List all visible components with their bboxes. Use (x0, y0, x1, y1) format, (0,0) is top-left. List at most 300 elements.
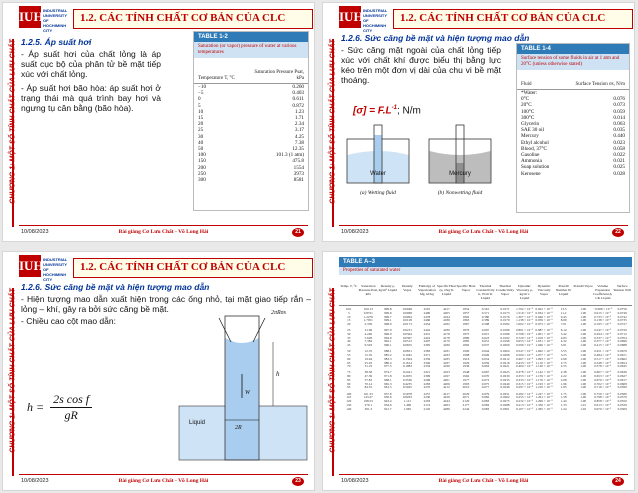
table-cell: 1.002 × 10⁻³ (516, 322, 534, 326)
table-cell: 5 (347, 310, 350, 315)
table-cell: 3.91 (560, 343, 567, 348)
table-cell: 1.33 (560, 402, 567, 407)
table-cell: 9.593 (364, 343, 372, 348)
column-header: Dynamic Viscosity μ, kg/m·s Liquid (516, 284, 533, 300)
table-cell: 980.4 (384, 360, 392, 365)
table-caption: Surface tension of some fluids in air at 1 atm and 20°C (unless otherwise stated) (517, 54, 629, 70)
table-cell: 100°C (521, 108, 535, 115)
table-cell: 1.00 (580, 349, 587, 354)
table-cell: 0.702 × 10⁻³ (594, 381, 612, 386)
table-cell: 0.1304 (402, 356, 412, 361)
table-cell: 4178 (443, 331, 450, 336)
university-logo (339, 6, 389, 33)
table-cell: 4263 (443, 402, 450, 407)
table-cell: 0.0196 (500, 339, 510, 344)
table-cell: 0.0182 (500, 322, 510, 326)
table-cell: 0.653 × 10⁻³ (516, 339, 534, 344)
table-cell: 1.7051 (363, 318, 373, 323)
diameter-label: 2R (235, 425, 242, 431)
table-cell: 1.110 × 10⁻⁵ (535, 360, 553, 365)
table-body (517, 90, 629, 177)
liquid-label: Liquid (189, 420, 206, 426)
table-cell: 8.09 (560, 318, 567, 323)
table-cell: 1554 (293, 164, 304, 171)
table-cell: 0.679 (481, 391, 490, 396)
table-cell: 985.2 (384, 353, 392, 358)
table-cell: 0.440 (613, 133, 625, 140)
table-cell: 0.720 × 10⁻³ (516, 335, 534, 340)
table-cell: 1.121 (403, 399, 412, 404)
table-cell: 2145 (423, 406, 431, 411)
table-cell: 1.00 (580, 318, 587, 323)
table-cell: 950.6 (384, 395, 392, 400)
table-cell: 0.858 × 10⁻³ (594, 399, 612, 404)
table-cell: 0.970 × 10⁻³ (594, 406, 612, 411)
section-heading: 1.2.6. Sức căng bề mặt và hiện tượng mao dẫn (21, 282, 210, 292)
table-cell: 2029 (462, 391, 470, 396)
table-cell: 250 (198, 170, 206, 177)
table-cell: 300°C (521, 114, 535, 121)
paragraph: - Sức căng mặt ngoài của chất lỏng tiếp xúc với chất khí được biểu thị bằng lực kéo trên một đơn vị dài của chu vi bề mặt thoáng. (341, 45, 501, 85)
table-row (339, 344, 632, 348)
column-header: Prandtl Vapor (573, 284, 593, 288)
table-cell: 1.307 × 10⁻³ (516, 314, 534, 319)
footer-course: Bài giảng Cơ Lưu Chất - Võ Long Hải (118, 229, 209, 235)
table-cell: 110 (346, 395, 352, 400)
table-cell: 0.548 × 10⁻³ (594, 360, 612, 365)
column-header: Density ρ, kg/m³ Liquid (378, 284, 398, 292)
table-cell: 7.384 (364, 339, 372, 344)
table-cell: 200 (198, 164, 206, 171)
table-cell: Ammonia (521, 158, 542, 165)
table-cell: 1.2276 (363, 314, 373, 319)
table-title: TABLE A–3 (339, 257, 632, 267)
slide-23 (2, 251, 315, 491)
table-cell: 0.637 (481, 343, 490, 348)
table-cell: 2174 (423, 402, 431, 407)
table-cell: 0.484 × 10⁻³ (594, 353, 612, 358)
table-cell: 140 (346, 406, 352, 411)
table-cell: 0.0550 (617, 399, 627, 404)
wetting-caption: (a) Wetting fluid (360, 190, 396, 196)
table-cell: 0.644 (481, 349, 490, 354)
table-cell: 1880 (462, 335, 470, 340)
slide-24 (322, 251, 635, 491)
chapter-label: CHƯƠNG 1: MỘT SỐ TÍNH CHẤT CỦA LƯU CHẤT (9, 288, 17, 453)
side-bar (3, 252, 17, 491)
column-header: Temp. T, °C (340, 284, 358, 288)
section-heading: 1.2.5. Áp suất hơi (21, 37, 92, 47)
table-cell: 1.00 (580, 374, 587, 379)
table-cell: 2120 (462, 399, 470, 404)
table-cell: 2.55 (560, 364, 567, 369)
table-cell: 0.0225 (500, 370, 510, 375)
side-bar (3, 3, 17, 242)
table-cell: 965.3 (384, 381, 392, 386)
table-cell: 921.7 (384, 406, 392, 411)
footer-course: Bài giảng Cơ Lưu Chất - Võ Long Hải (118, 478, 209, 484)
table-cell: 1.176 × 10⁻⁵ (535, 377, 553, 382)
table-cell: 0.504 × 10⁻³ (516, 353, 534, 358)
table-cell: 0.022 (613, 152, 625, 159)
table-cell: 0.378 × 10⁻³ (516, 370, 534, 375)
table-cell: 1862 (462, 314, 470, 319)
table-cell: 0.0235 (500, 377, 510, 382)
table-cell: 0.607 × 10⁻³ (594, 370, 612, 375)
table-cell: 0.035 (613, 127, 625, 134)
table-cell: 0.4235 (402, 381, 412, 386)
table-cell: 2359 (423, 356, 431, 361)
table-cell: 1.365 × 10⁻⁵ (535, 406, 553, 411)
table-cell: 101.3 (1 atm) (275, 152, 304, 159)
footer-course: Bài giảng Cơ Lưu Chất - Võ Long Hải (438, 478, 529, 484)
table-cell: 1.75 (560, 391, 567, 396)
table-row (339, 386, 632, 390)
table-cell: 1.24 (560, 406, 567, 411)
table-cell: 361.3 (364, 406, 372, 411)
slide-footer (19, 225, 308, 237)
table-cell: 0.667 (481, 370, 490, 375)
table-cell: 1.00 (580, 364, 587, 369)
table-cell: 15.76 (364, 353, 372, 358)
table-cell: 0.872 (292, 102, 304, 109)
table-cell: 0.337 × 10⁻³ (594, 335, 612, 340)
table-cell: 4193 (443, 370, 450, 375)
table-cell: 1.00 (580, 314, 587, 319)
table-cell: 0.0171 (500, 307, 510, 311)
table-cell: 0.0570 (617, 395, 627, 400)
table-cell: 31.19 (364, 364, 372, 369)
table-cell: 0.684 (481, 402, 490, 407)
table-cell: 0.733 × 10⁻³ (594, 314, 612, 319)
table-cell: 0.2421 (402, 370, 412, 375)
table-cell: 150 (198, 158, 206, 165)
table-header: Fluid Surface Tension σs, N/m (517, 70, 629, 90)
table-cell: 0.0742 (617, 314, 627, 319)
table-cell: 0.0186 (500, 328, 510, 333)
table-cell: 0.232 × 10⁻³ (516, 399, 534, 404)
table-cell: 100 (198, 152, 206, 159)
table-cell: 0.076 (613, 96, 625, 103)
table-cell: 0.014 (613, 114, 625, 121)
table-cell: 0.415 × 10⁻³ (594, 343, 612, 348)
table-cell: 25 (198, 127, 204, 134)
table-cell: 0.028 (613, 170, 625, 177)
table-cell: 0.891 × 10⁻³ (516, 328, 534, 333)
table-cell: 996.0 (384, 331, 392, 336)
table-cell: 2244 (462, 406, 470, 411)
table-cell: 12.35 (364, 349, 372, 354)
table-cell: 6.14 (560, 328, 567, 333)
table-cell: 1875 (462, 331, 470, 336)
table-cell: 2309 (423, 374, 431, 379)
table-cell: 4201 (443, 377, 450, 382)
slide-body (341, 33, 631, 43)
table-cell: 0.675 (481, 381, 490, 386)
table-cell: 4.32 (560, 339, 567, 344)
table-cell: *Water: (521, 90, 538, 96)
table-cell: 0.0068 (402, 310, 412, 315)
table-cell: 20 (198, 121, 204, 128)
table-cell: 1.001 × 10⁻⁵ (535, 331, 553, 336)
table-cell: 0.247 × 10⁻³ (594, 328, 612, 333)
table-cell: 0.0756 (617, 307, 627, 311)
table-cell: 4180 (443, 343, 450, 348)
table-cell: 100 (346, 391, 352, 396)
table-cell: 1977 (462, 377, 470, 382)
table-cell: 0.0662 (617, 356, 627, 361)
column-header: Thermal Conductivity Vapor (495, 284, 515, 296)
table-cell: 5.42 (560, 331, 567, 336)
table-cell: 4.83 (560, 335, 567, 340)
table-cell: 1.138 × 10⁻³ (516, 318, 534, 323)
slide-title: 1.2. CÁC TÍNH CHẤT CƠ BẢN CỦA CLC (73, 258, 313, 278)
table-cell: 0.0200 (500, 343, 510, 348)
slide-22 (322, 2, 635, 242)
table-cell: 1936 (462, 364, 470, 369)
table-cell: 10 (198, 108, 204, 115)
logo-caption: INDUSTRIAL UNIVERSITY OF HOCHIMINH CITY (43, 8, 68, 33)
table-cell: 0.0240 (500, 381, 510, 386)
table-cell: 60 (347, 356, 351, 361)
table-cell: 1857 (462, 310, 470, 315)
table-cell: 25 (347, 328, 351, 333)
table-cell: 0.213 × 10⁻³ (516, 402, 534, 407)
table-cell: 4286 (443, 406, 450, 411)
table-cell: 961.5 (384, 385, 392, 390)
table-cell: 994.0 (384, 335, 392, 340)
table-cell: 1.00 (580, 322, 587, 326)
table-cell: 5.628 (364, 335, 372, 340)
slide-footer (19, 474, 308, 486)
table-cell: 4180 (443, 328, 450, 333)
page-number: 21 (292, 228, 304, 237)
table-cell: 0.987 × 10⁻⁵ (535, 328, 553, 333)
university-logo (19, 6, 69, 33)
capillary-formula: h = $\frac{\text{2s cos f}}{gR}$ (27, 392, 92, 423)
table-row (339, 323, 632, 327)
table-cell: 0.0262 (500, 395, 510, 400)
table-cell: 1870 (462, 328, 470, 333)
table-cell: 4.25 (294, 133, 304, 140)
table-cell: 4182 (443, 322, 450, 326)
table-cell: 13.5 (560, 307, 567, 311)
table-cell: 0.959 × 10⁻⁵ (535, 318, 553, 323)
table-cell: 55 (347, 353, 351, 358)
table-cell: 4197 (443, 374, 450, 379)
table-cell: 0.0617 (617, 377, 627, 382)
table-cell: 0.913 × 10⁻³ (594, 402, 612, 407)
table-cell: 0.0397 (402, 335, 412, 340)
table-cell: 1.016 × 10⁻⁵ (535, 335, 553, 340)
column-header: Saturation Pressure Psat, kPa (358, 284, 379, 296)
table-cell: 7.38 (294, 139, 304, 146)
column-header: Specific Heat cp, J/kg·K Liquid (436, 284, 456, 296)
table-cell: 2296 (423, 377, 431, 382)
table-header (339, 276, 632, 306)
height-label: h (276, 370, 280, 378)
table-cell: 1948 (462, 370, 470, 375)
table-cell: 1.00 (580, 370, 587, 375)
table-cell: 1863 (462, 318, 470, 323)
table-cell: 1.261 × 10⁻⁵ (535, 395, 553, 400)
column-header: Thermal Conductivity k, W/m·K Liquid (476, 284, 495, 300)
table-cell: 1885 (462, 339, 470, 344)
table-cell: 57.83 (364, 377, 372, 382)
table-cell: 3973 (293, 170, 304, 177)
surface-tension-table (516, 43, 630, 213)
table-cell: 0.063 (613, 121, 625, 128)
table-cell: 2.34 (294, 121, 304, 128)
table-cell: 934.6 (384, 402, 392, 407)
table-cell: 1.00 (580, 385, 587, 390)
table-cell: 1.23 (294, 108, 304, 115)
column-header: Density Vapor (401, 284, 413, 292)
table-cell: 1.159 × 10⁻⁵ (535, 374, 553, 379)
table-cell: 1.00 (580, 395, 587, 400)
table-cell: 70 (347, 364, 351, 369)
table-cell: 1.00 (580, 331, 587, 336)
table-cell: 0.0179 (500, 318, 510, 323)
table-cell: 120 (346, 399, 352, 404)
table-cell: Blood, 37°C (521, 145, 547, 152)
table-cell: 0 (198, 96, 201, 103)
table-row (339, 408, 632, 412)
table-cell: 2.08 (560, 377, 567, 382)
table-cell: 0.015 × 10⁻³ (594, 310, 612, 315)
table-cell: 4205 (443, 310, 450, 315)
table-cell: 1.519 × 10⁻³ (516, 310, 534, 315)
table-cell: 0.673 (481, 377, 490, 382)
table-cell: 1.126 × 10⁻⁵ (535, 364, 553, 369)
table-cell: 0.403 (292, 90, 304, 97)
table-cell: 198.53 (363, 399, 373, 404)
table-cell: 1.496 (403, 402, 412, 407)
table-cell: 998.0 (384, 322, 392, 326)
table-cell: 0.934 × 10⁻⁵ (535, 310, 553, 315)
logo-icon: IUH (19, 6, 41, 28)
table-cell: 0.0509 (617, 406, 627, 411)
table-cell: 0.377 × 10⁻³ (594, 339, 612, 344)
table-cell: 0.0589 (617, 391, 627, 396)
table-cell: 1.00 (580, 310, 587, 315)
table-cell: 0.5045 (402, 385, 412, 390)
table-cell: 0.0645 (617, 364, 627, 369)
table-cell: 84.55 (364, 385, 372, 390)
table-cell: 0.255 × 10⁻³ (516, 395, 534, 400)
force-label: 2πRσs (271, 310, 286, 316)
saturation-pressure-table (193, 31, 309, 211)
table-cell: 997.0 (384, 328, 392, 333)
table-cell: 1.00 (580, 360, 587, 365)
table-cell: 2371 (423, 353, 431, 358)
table-cell: 38.58 (364, 370, 372, 375)
table-cell: 1854 (462, 307, 470, 311)
table-cell: 2.339 (364, 322, 372, 326)
table-cell: 2203 (423, 399, 431, 404)
table-cell: 0.0176 (500, 314, 510, 319)
table-row (517, 171, 629, 177)
table-cell: 0.547 × 10⁻³ (516, 349, 534, 354)
column-header: Dynamic Viscosity Vapor (537, 284, 551, 296)
table-body (339, 308, 632, 472)
table-cell: Glycerin (521, 121, 540, 128)
table-cell: 0.0608 (617, 381, 627, 386)
table-cell: 0.021 (613, 158, 625, 165)
table-cell: 1.031 × 10⁻⁵ (535, 339, 553, 344)
footer-date: 10/08/2023 (21, 229, 49, 235)
table-cell: Kerosene (521, 170, 541, 177)
table-cell: 0.973 × 10⁻⁵ (535, 322, 553, 326)
table-cell: 0.0128 (402, 318, 412, 323)
table-cell: 0.0512 (402, 339, 412, 344)
table-cell: 75 (347, 370, 351, 375)
table-cell: 1.00 (580, 307, 587, 311)
table-cell: 1900 (462, 349, 470, 354)
slide-title: 1.2. CÁC TÍNH CHẤT CƠ BẢN CỦA CLC (73, 9, 313, 29)
table-cell: 2.38 (560, 370, 567, 375)
table-cell: 143.27 (363, 395, 373, 400)
slide-footer (339, 225, 628, 237)
table-cell: 0.2935 (402, 374, 412, 379)
table-cell: 4194 (443, 314, 450, 319)
table-cell: 4217 (443, 307, 450, 311)
table-cell: 0.750 × 10⁻³ (594, 391, 612, 396)
table-cell: 3.17 (294, 127, 304, 134)
table-cell: 4183 (443, 353, 450, 358)
table-cell: 4185 (443, 356, 450, 361)
table-cell: 15 (347, 318, 351, 323)
table-cell: 30 (198, 133, 204, 140)
table-cell: 0.611 (292, 96, 304, 103)
table-cell: 4178 (443, 335, 450, 340)
table-cell: 0.315 × 10⁻³ (516, 381, 534, 386)
table-cell: 0.0727 (617, 322, 627, 326)
raised-column (226, 338, 259, 460)
logo-caption: INDUSTRIAL UNIVERSITY OF HOCHIMINH CITY (363, 8, 388, 33)
table-cell: 0.682 (481, 395, 490, 400)
water-label: Water (370, 171, 386, 177)
table-cell: 1.062 × 10⁻⁵ (535, 349, 553, 354)
table-cell: 0.433 × 10⁻³ (516, 360, 534, 365)
table-cell: 0.683 (481, 406, 490, 411)
table-cell: 0.0192 (500, 335, 510, 340)
table-cell: 65 (347, 360, 351, 365)
surface-tension-formula: $[\sigma] = F.L^{-1}$; N/m (353, 105, 421, 117)
page-number: 24 (612, 477, 624, 486)
table-cell: 0.0735 (617, 318, 627, 323)
table-cell: 1908 (462, 353, 470, 358)
side-bar (323, 3, 337, 242)
table-cell: 0.0679 (617, 349, 627, 354)
table-cell: 0.3536 (402, 377, 412, 382)
table-cell: 0.0671 (617, 353, 627, 358)
table-cell: 0.1983 (402, 364, 412, 369)
table-cell: 0.025 (613, 164, 625, 171)
table-cell: 0.0212 (500, 356, 510, 361)
table-cell: 475.8 (292, 158, 304, 165)
table-cell: 3.55 (560, 349, 567, 354)
table-cell: 0.058 (613, 145, 625, 152)
page-number: 23 (292, 477, 304, 486)
table-cell: 2431 (423, 331, 431, 336)
table-body (194, 84, 308, 183)
table-cell: 1.71 (294, 115, 304, 122)
table-cell: 1.077 × 10⁻⁵ (535, 353, 553, 358)
table-cell: 0.0288 (500, 402, 510, 407)
table-cell: 11.2 (560, 310, 567, 315)
table-cell: 0.670 × 10⁻³ (594, 377, 612, 382)
